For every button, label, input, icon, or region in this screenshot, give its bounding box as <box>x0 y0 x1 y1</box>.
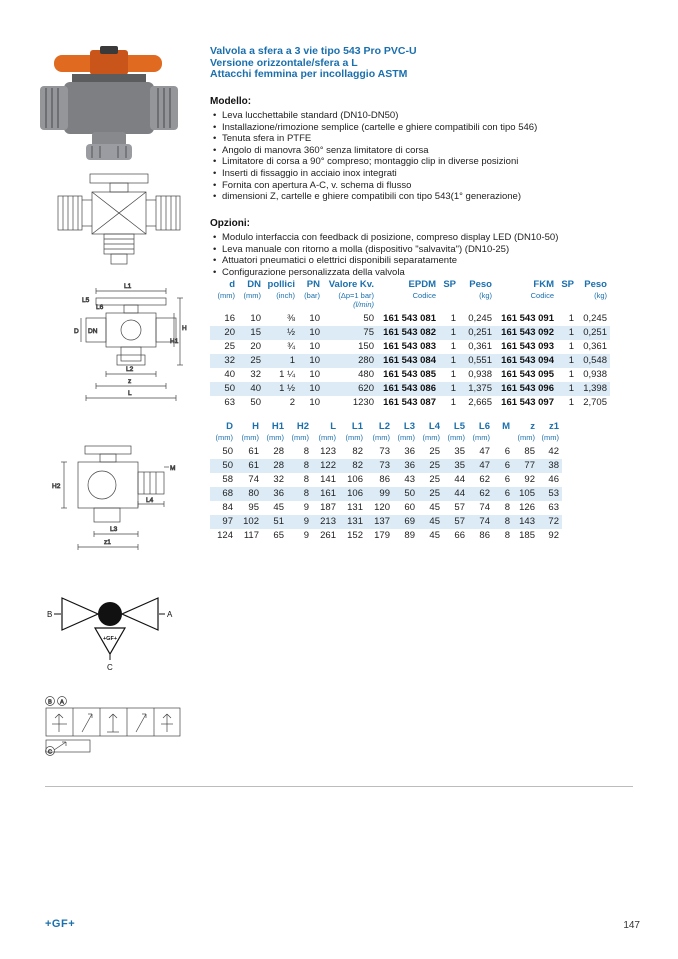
column-header: L1 (mm) <box>345 421 363 442</box>
table-cell: 1,398 <box>583 382 607 394</box>
table-cell: 25 <box>429 473 440 485</box>
table-cell: 6 <box>504 459 510 471</box>
table-cell: 161 543 092 <box>501 326 554 338</box>
table-cell: 10 <box>309 354 320 366</box>
table-cell: 0,548 <box>583 354 607 366</box>
table-cell: 63 <box>548 501 559 513</box>
table-cell: 0,251 <box>583 326 607 338</box>
valve-line-drawing <box>50 170 188 272</box>
table-cell: 8 <box>504 501 510 513</box>
gf-logo: +GF+ <box>45 918 76 930</box>
bullet-item: • Tenuta sfera in PTFE <box>210 133 650 145</box>
table-cell: 1 <box>450 326 456 338</box>
table-row <box>210 312 610 326</box>
table-cell: 8 <box>504 515 510 527</box>
dim-label-h: H <box>182 325 187 332</box>
table-cell: 1 <box>568 368 574 380</box>
title-line-2: Versione orizzontale/sfera a L <box>210 56 358 69</box>
table-row <box>210 459 562 473</box>
table-cell: 25 <box>224 340 235 352</box>
table-cell: 50 <box>404 487 415 499</box>
table-cell: 32 <box>250 368 261 380</box>
table-cell: 0,551 <box>468 354 492 366</box>
product-photo <box>38 40 180 168</box>
table-row <box>210 515 562 529</box>
table-cell: 36 <box>404 459 415 471</box>
dim-label-h2: H2 <box>52 483 61 490</box>
table-dimensions-header <box>210 422 562 445</box>
table-cell: 152 <box>347 529 363 541</box>
table-cell: 44 <box>454 487 465 499</box>
table-cell: 2,705 <box>583 396 607 408</box>
table-cell: 47 <box>479 445 490 457</box>
table-cell: 117 <box>243 529 259 541</box>
bullet-item: • Leva lucchettabile standard (DN10-DN50) <box>210 110 650 122</box>
table-cell: 161 543 095 <box>501 368 554 380</box>
table-cell: 126 <box>519 501 535 513</box>
table-row <box>210 501 562 515</box>
table-cell: 1 <box>450 396 456 408</box>
table-cell: 0,245 <box>468 312 492 324</box>
table-cell: 161 543 087 <box>383 396 436 408</box>
table-cell: 32 <box>273 473 284 485</box>
table-cell: 40 <box>224 368 235 380</box>
table-codes-body <box>210 312 610 410</box>
table-cell: 99 <box>379 487 390 499</box>
table-cell: 74 <box>248 473 259 485</box>
column-header: z (mm) <box>517 421 535 442</box>
table-cell: 0,251 <box>468 326 492 338</box>
column-header: L2 (mm) <box>372 421 390 442</box>
table-row <box>210 326 610 340</box>
column-header: L4 (mm) <box>422 421 440 442</box>
title-line-3: Attacchi femmina per incollaggio ASTM <box>210 68 408 80</box>
dim-label-z1: z1 <box>104 539 111 546</box>
table-cell: 38 <box>548 459 559 471</box>
table-cell: 16 <box>224 312 235 324</box>
table-cell: 8 <box>504 529 510 541</box>
column-header: EPDM Codice <box>408 279 436 300</box>
table-cell: 1 <box>450 382 456 394</box>
table-cell: 1230 <box>352 396 374 408</box>
column-header: M <box>502 421 510 432</box>
table-cell: 63 <box>224 396 235 408</box>
table-cell: 8 <box>303 459 309 471</box>
table-cell: 1 <box>568 382 574 394</box>
table-cell: 0,938 <box>468 368 492 380</box>
table-cell: 150 <box>358 340 374 352</box>
table-cell: 46 <box>548 473 559 485</box>
table-cell: 25 <box>429 445 440 457</box>
function-schematic <box>40 694 190 758</box>
header-row <box>210 280 610 312</box>
table-cell: 187 <box>320 501 336 513</box>
table-cell: 10 <box>309 368 320 380</box>
table-cell: 1 <box>450 354 456 366</box>
table-cell: 106 <box>347 473 363 485</box>
table-cell: 8 <box>303 487 309 499</box>
column-header: Peso (kg) <box>469 279 492 300</box>
table-cell: 261 <box>320 529 336 541</box>
flow-label-c: C <box>107 663 113 672</box>
table-cell: 102 <box>243 515 259 527</box>
table-cell: ½ <box>287 326 295 338</box>
table-cell: 161 543 086 <box>383 382 436 394</box>
table-cell: 28 <box>273 459 284 471</box>
table-cell: 50 <box>250 396 261 408</box>
bullet-item: • Angolo di manovra 360° senza limitatore di corsa <box>210 145 650 157</box>
table-cell: 57 <box>454 501 465 513</box>
table-cell: 73 <box>379 459 390 471</box>
table-cell: 77 <box>524 459 535 471</box>
dim-label-dn: DN <box>88 328 98 335</box>
table-cell: 40 <box>250 382 261 394</box>
table-cell: 131 <box>347 501 363 513</box>
table-cell: 2,665 <box>468 396 492 408</box>
table-cell: 161 543 093 <box>501 340 554 352</box>
dim-label-l2: L2 <box>126 366 134 373</box>
table-cell: 82 <box>352 459 363 471</box>
table-cell: 47 <box>479 459 490 471</box>
bullet-item: • Attuatori pneumatici o elettrici disponibili separatamente <box>210 255 650 267</box>
table-cell: 86 <box>479 529 490 541</box>
table-row <box>210 445 562 459</box>
table-cell: 131 <box>347 515 363 527</box>
page-title <box>210 46 650 81</box>
table-cell: 50 <box>363 312 374 324</box>
table-cell: 137 <box>374 515 390 527</box>
table-row <box>210 368 610 382</box>
table-cell: 60 <box>404 501 415 513</box>
table-cell: 8 <box>303 445 309 457</box>
table-cell: 45 <box>429 529 440 541</box>
table-cell: 10 <box>250 312 261 324</box>
table-cell: 9 <box>303 515 309 527</box>
table-cell: 15 <box>250 326 261 338</box>
column-header: H (mm) <box>241 421 259 442</box>
table-cell: 480 <box>358 368 374 380</box>
dim-label-d: D <box>74 328 79 335</box>
table-cell: 72 <box>548 515 559 527</box>
opzioni-heading: Opzioni: <box>210 218 250 229</box>
table-cell: 10 <box>309 396 320 408</box>
table-cell: 213 <box>320 515 336 527</box>
column-header: SP <box>443 279 456 290</box>
table-cell: 1 ½ <box>279 382 295 394</box>
table-cell: 9 <box>303 529 309 541</box>
dim-label-l6: L6 <box>96 304 104 311</box>
table-cell: 42 <box>548 445 559 457</box>
table-cell: 73 <box>379 445 390 457</box>
table-cell: 68 <box>222 487 233 499</box>
table-cell: 85 <box>524 445 535 457</box>
table-cell: 620 <box>358 382 374 394</box>
table-dimensions <box>210 422 562 543</box>
footer-divider <box>45 786 633 787</box>
table-cell: ¾ <box>287 340 295 352</box>
dim-label-l5: L5 <box>82 297 90 304</box>
table-cell: 1 <box>450 312 456 324</box>
table-cell: 10 <box>309 326 320 338</box>
dimension-drawing-side <box>50 438 185 564</box>
table-cell: 36 <box>273 487 284 499</box>
dimension-drawing-front-svg <box>72 280 190 422</box>
flow-label-b: B <box>47 610 53 619</box>
column-header: Peso (kg) <box>584 279 607 300</box>
table-cell: 106 <box>347 487 363 499</box>
column-header: pollici (inch) <box>267 279 295 300</box>
table-cell: 74 <box>479 501 490 513</box>
table-cell: 69 <box>404 515 415 527</box>
table-cell: 45 <box>273 501 284 513</box>
column-header: L6 (mm) <box>472 421 490 442</box>
table-cell: 6 <box>504 445 510 457</box>
section-modello <box>210 96 650 203</box>
flow-gf-logo: +GF+ <box>102 636 118 642</box>
schematic-label-c: C <box>48 749 52 756</box>
table-cell: 161 543 091 <box>501 312 554 324</box>
table-cell: 1 <box>568 354 574 366</box>
column-header: Valore Kv. (Δp=1 bar) (l/min) <box>328 279 374 309</box>
table-cell: 61 <box>248 459 259 471</box>
table-cell: 161 543 081 <box>383 312 436 324</box>
dim-label-l4: L4 <box>146 497 154 504</box>
section-opzioni <box>210 218 650 278</box>
schematic-label-b: B <box>48 699 52 706</box>
modello-heading: Modello: <box>210 96 252 107</box>
dim-label-z: z <box>128 378 132 385</box>
table-cell: 25 <box>429 487 440 499</box>
table-cell: 161 543 085 <box>383 368 436 380</box>
bullet-item: • Limitatore di corsa a 90° compreso; montaggio clip in diverse posizioni <box>210 156 650 168</box>
dimension-drawing-side-svg <box>50 438 185 564</box>
table-cell: 6 <box>504 487 510 499</box>
table-cell: 0,938 <box>583 368 607 380</box>
valve-line-drawing-svg <box>50 170 188 272</box>
table-cell: 61 <box>248 445 259 457</box>
table-cell: 161 543 083 <box>383 340 436 352</box>
opzioni-list <box>210 232 650 278</box>
table-row <box>210 473 562 487</box>
table-cell: 62 <box>479 487 490 499</box>
column-header: H1 (mm) <box>266 421 284 442</box>
table-cell: 80 <box>248 487 259 499</box>
table-cell: 65 <box>273 529 284 541</box>
column-header: D (mm) <box>215 421 233 442</box>
table-cell: 0,361 <box>583 340 607 352</box>
table-cell: 2 <box>289 396 295 408</box>
table-cell: 10 <box>309 312 320 324</box>
column-header: SP <box>561 279 574 290</box>
bullet-item: • Installazione/rimozione semplice (cartelle e ghiere compatibili con tipo 546) <box>210 122 650 134</box>
table-cell: 35 <box>454 459 465 471</box>
table-cell: 45 <box>429 515 440 527</box>
column-header: z1 (mm) <box>541 421 559 442</box>
table-cell: 1 <box>450 368 456 380</box>
column-header: L3 (mm) <box>397 421 415 442</box>
table-cell: 161 543 082 <box>383 326 436 338</box>
table-row <box>210 340 610 354</box>
table-cell: 1 <box>450 340 456 352</box>
table-cell: 75 <box>363 326 374 338</box>
table-cell: 43 <box>404 473 415 485</box>
column-header: L (mm) <box>318 421 336 442</box>
column-header: L5 (mm) <box>447 421 465 442</box>
table-cell: 92 <box>548 529 559 541</box>
table-cell: 28 <box>273 445 284 457</box>
table-cell: 161 543 084 <box>383 354 436 366</box>
table-cell: 120 <box>374 501 390 513</box>
bullet-item: • Configurazione personalizzata della valvola <box>210 267 650 279</box>
table-cell: 123 <box>320 445 336 457</box>
table-row <box>210 396 610 410</box>
column-header: H2 (mm) <box>291 421 309 442</box>
title-line-1: Valvola a sfera a 3 vie tipo 543 Pro PVC-U <box>210 45 417 57</box>
table-cell: 89 <box>404 529 415 541</box>
table-row <box>210 529 562 543</box>
table-cell: 62 <box>479 473 490 485</box>
table-cell: 185 <box>519 529 535 541</box>
table-cell: 20 <box>224 326 235 338</box>
table-cell: 124 <box>217 529 233 541</box>
table-cell: 161 543 094 <box>501 354 554 366</box>
column-header: d (mm) <box>217 279 235 300</box>
table-cell: 9 <box>303 501 309 513</box>
function-schematic-svg <box>40 694 190 758</box>
table-cell: 10 <box>309 340 320 352</box>
table-cell: 44 <box>454 473 465 485</box>
column-header: DN (mm) <box>243 279 261 300</box>
table-cell: 58 <box>222 473 233 485</box>
dim-label-l: L <box>128 390 132 397</box>
table-cell: 95 <box>248 501 259 513</box>
table-cell: 179 <box>374 529 390 541</box>
table-cell: 122 <box>320 459 336 471</box>
bullet-item: • Modulo interfaccia con feedback di posizione, compreso display LED (DN10-50) <box>210 232 650 244</box>
table-cell: 1,375 <box>468 382 492 394</box>
dim-label-l3: L3 <box>110 526 118 533</box>
table-cell: 141 <box>320 473 336 485</box>
bullet-item: • dimensioni Z, cartelle e ghiere compatibili con tipo 543(1° generazione) <box>210 191 650 203</box>
table-cell: 20 <box>250 340 261 352</box>
table-cell: 1 <box>568 340 574 352</box>
page-number: 147 <box>623 920 640 931</box>
flow-schema <box>46 570 174 672</box>
table-cell: 6 <box>504 473 510 485</box>
dim-label-m: M <box>170 465 176 472</box>
table-cell: 1 <box>289 354 295 366</box>
bullet-item: • Fornita con apertura A-C, v. schema di flusso <box>210 180 650 192</box>
dimension-drawing-front <box>72 280 190 422</box>
column-header: FKM Codice <box>530 279 554 300</box>
table-cell: ⅜ <box>287 312 295 324</box>
table-cell: 161 543 097 <box>501 396 554 408</box>
bullet-item: • Inserti di fissaggio in acciaio inox integrati <box>210 168 650 180</box>
table-cell: 92 <box>524 473 535 485</box>
table-cell: 53 <box>548 487 559 499</box>
table-cell: 1 <box>568 396 574 408</box>
table-cell: 0,361 <box>468 340 492 352</box>
table-cell: 36 <box>404 445 415 457</box>
table-row <box>210 487 562 501</box>
flow-schema-svg <box>46 570 174 672</box>
valve-photo-illustration <box>38 40 180 168</box>
table-cell: 50 <box>224 382 235 394</box>
table-cell: 66 <box>454 529 465 541</box>
flow-label-a: A <box>167 610 173 619</box>
table-cell: 161 <box>320 487 336 499</box>
modello-list <box>210 110 650 203</box>
table-cell: 1 <box>568 312 574 324</box>
table-codes-header <box>210 280 610 312</box>
table-cell: 50 <box>222 445 233 457</box>
table-cell: 0,245 <box>583 312 607 324</box>
table-cell: 143 <box>519 515 535 527</box>
table-cell: 84 <box>222 501 233 513</box>
table-cell: 32 <box>224 354 235 366</box>
column-header: PN (bar) <box>304 279 320 300</box>
table-cell: 25 <box>429 459 440 471</box>
table-cell: 25 <box>250 354 261 366</box>
header-row <box>210 422 562 445</box>
dim-label-h1: H1 <box>170 338 179 345</box>
table-cell: 74 <box>479 515 490 527</box>
table-cell: 1 ¼ <box>279 368 295 380</box>
table-cell: 105 <box>519 487 535 499</box>
table-cell: 45 <box>429 501 440 513</box>
table-cell: 35 <box>454 445 465 457</box>
dim-label-l1: L1 <box>124 283 132 290</box>
table-cell: 51 <box>273 515 284 527</box>
table-row <box>210 382 610 396</box>
bullet-item: • Leva manuale con ritorno a molla (dispositivo "salvavita") (DN10-25) <box>210 244 650 256</box>
table-cell: 280 <box>358 354 374 366</box>
table-cell: 50 <box>222 459 233 471</box>
table-dimensions-body <box>210 445 562 543</box>
table-cell: 86 <box>379 473 390 485</box>
table-row <box>210 354 610 368</box>
table-cell: 97 <box>222 515 233 527</box>
schematic-label-a: A <box>60 699 64 706</box>
table-cell: 8 <box>303 473 309 485</box>
table-cell: 1 <box>568 326 574 338</box>
table-cell: 161 543 096 <box>501 382 554 394</box>
table-cell: 10 <box>309 382 320 394</box>
table-codes-kv <box>210 280 610 410</box>
table-cell: 82 <box>352 445 363 457</box>
table-cell: 57 <box>454 515 465 527</box>
